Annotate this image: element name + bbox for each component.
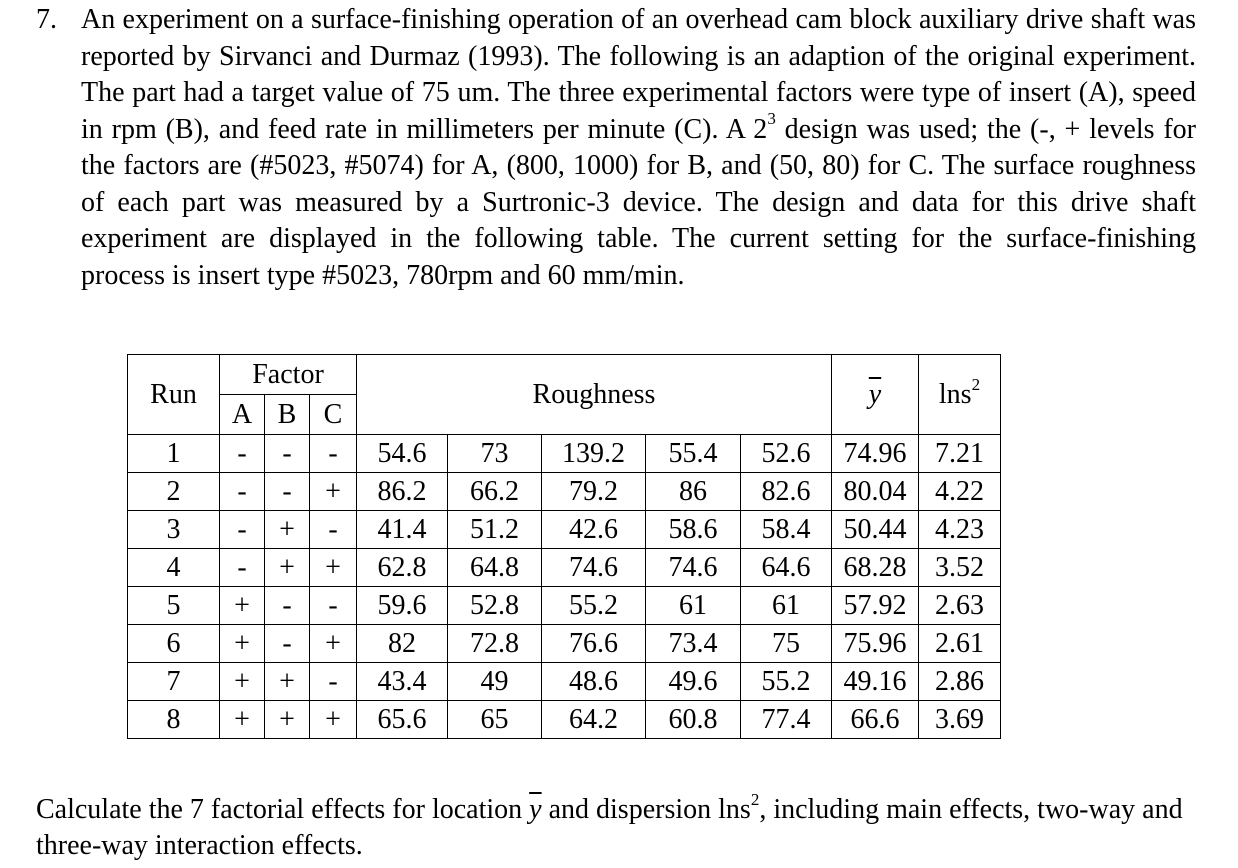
factor-c-cell: + bbox=[310, 473, 357, 511]
run-cell: 3 bbox=[128, 511, 220, 549]
table-row bbox=[128, 511, 1001, 549]
header-b: B bbox=[265, 395, 310, 435]
roughness-cell: 41.4 bbox=[357, 511, 448, 549]
problem-text-part-2: design was used; the (-, + levels for the factors are (#5023, #5074) for A, (800, 1000) for B, and (50, 80) for C. The surface roughness of each part was measured by a Surtronic-3 device. The design and data for this drive shaft experiment are displayed in the following table. The current setting for the surface-finishing process is insert type #5023, 780rpm and 60 mm/min. bbox=[81, 113, 1197, 291]
question-part-3: , including main effects, two-way and three-way interaction effects. bbox=[36, 794, 1183, 861]
roughness-cell: 42.6 bbox=[542, 511, 646, 549]
roughness-cell: 77.4 bbox=[741, 701, 832, 739]
factor-a-cell: - bbox=[220, 473, 265, 511]
problem-paragraph bbox=[81, 2, 1196, 294]
lns2-cell: 4.23 bbox=[919, 511, 1001, 549]
roughness-cell: 58.6 bbox=[646, 511, 741, 549]
roughness-cell: 72.8 bbox=[448, 625, 542, 663]
roughness-cell: 60.8 bbox=[646, 701, 741, 739]
lns2-cell: 3.52 bbox=[919, 549, 1001, 587]
run-cell: 7 bbox=[128, 663, 220, 701]
factor-a-cell: - bbox=[220, 549, 265, 587]
lns2-cell: 2.61 bbox=[919, 625, 1001, 663]
roughness-cell: 62.8 bbox=[357, 549, 448, 587]
problem-number: 7. bbox=[36, 4, 57, 35]
lns-superscript: 2 bbox=[971, 374, 981, 394]
roughness-cell: 52.6 bbox=[741, 435, 832, 473]
run-cell: 8 bbox=[128, 701, 220, 739]
roughness-cell: 74.6 bbox=[542, 549, 646, 587]
roughness-cell: 64.2 bbox=[542, 701, 646, 739]
roughness-cell: 66.2 bbox=[448, 473, 542, 511]
roughness-cell: 75 bbox=[741, 625, 832, 663]
roughness-cell: 61 bbox=[741, 587, 832, 625]
table-row bbox=[128, 549, 1001, 587]
lns-label: lns bbox=[938, 379, 972, 410]
header-factor: Factor bbox=[220, 355, 357, 395]
roughness-cell: 79.2 bbox=[542, 473, 646, 511]
ybar-cell: 80.04 bbox=[832, 473, 919, 511]
factor-b-cell: + bbox=[265, 663, 310, 701]
factor-a-cell: + bbox=[220, 625, 265, 663]
roughness-cell: 74.6 bbox=[646, 549, 741, 587]
table-row bbox=[128, 663, 1001, 701]
problem-text-part-1: An experiment on a surface-finishing operation of an overhead cam block auxiliary drive shaft was reported by Sirvanci and Durmaz (1993). The following is an adaption of the original experiment. The part had a target value of 75 um. The three experimental factors were type of insert (A), speed in rpm (B), and feed rate in millimeters per minute (C). A 2 bbox=[81, 4, 1196, 145]
roughness-cell: 64.6 bbox=[741, 549, 832, 587]
factor-a-cell: + bbox=[220, 701, 265, 739]
factor-b-cell: - bbox=[265, 587, 310, 625]
run-cell: 4 bbox=[128, 549, 220, 587]
roughness-cell: 139.2 bbox=[542, 435, 646, 473]
ybar-cell: 49.16 bbox=[832, 663, 919, 701]
lns2-cell: 2.86 bbox=[919, 663, 1001, 701]
roughness-cell: 49 bbox=[448, 663, 542, 701]
factor-b-cell: + bbox=[265, 549, 310, 587]
factor-b-cell: + bbox=[265, 701, 310, 739]
table-row bbox=[128, 625, 1001, 663]
factor-c-cell: - bbox=[310, 663, 357, 701]
factor-b-cell: - bbox=[265, 625, 310, 663]
ybar-cell: 50.44 bbox=[832, 511, 919, 549]
problem-superscript: 3 bbox=[767, 109, 776, 129]
roughness-cell: 55.4 bbox=[646, 435, 741, 473]
design-data-table bbox=[127, 354, 1001, 739]
roughness-cell: 82 bbox=[357, 625, 448, 663]
roughness-cell: 82.6 bbox=[741, 473, 832, 511]
ybar-cell: 75.96 bbox=[832, 625, 919, 663]
ybar-symbol: $\overline{y}$ bbox=[868, 379, 882, 410]
ybar-cell: 68.28 bbox=[832, 549, 919, 587]
ybar-cell: 74.96 bbox=[832, 435, 919, 473]
problem-statement bbox=[36, 2, 1196, 294]
run-cell: 1 bbox=[128, 435, 220, 473]
lns2-cell: 2.63 bbox=[919, 587, 1001, 625]
factor-b-cell: - bbox=[265, 473, 310, 511]
table-row bbox=[128, 701, 1001, 739]
lns2-cell: 3.69 bbox=[919, 701, 1001, 739]
factor-c-cell: - bbox=[310, 435, 357, 473]
header-run: Run bbox=[128, 355, 220, 435]
roughness-cell: 86.2 bbox=[357, 473, 448, 511]
roughness-cell: 51.2 bbox=[448, 511, 542, 549]
table-row bbox=[128, 473, 1001, 511]
run-cell: 2 bbox=[128, 473, 220, 511]
question-superscript: 2 bbox=[750, 789, 760, 809]
roughness-cell: 58.4 bbox=[741, 511, 832, 549]
factor-a-cell: + bbox=[220, 663, 265, 701]
roughness-cell: 59.6 bbox=[357, 587, 448, 625]
table-row bbox=[128, 435, 1001, 473]
header-c: C bbox=[310, 395, 357, 435]
ybar-cell: 66.6 bbox=[832, 701, 919, 739]
roughness-cell: 52.8 bbox=[448, 587, 542, 625]
header-ybar bbox=[832, 355, 919, 435]
roughness-cell: 43.4 bbox=[357, 663, 448, 701]
header-lns2 bbox=[919, 355, 1001, 435]
header-roughness: Roughness bbox=[357, 355, 832, 435]
run-cell: 5 bbox=[128, 587, 220, 625]
roughness-cell: 73.4 bbox=[646, 625, 741, 663]
roughness-cell: 55.2 bbox=[542, 587, 646, 625]
question-part-2: and dispersion lns bbox=[541, 794, 751, 825]
header-row-1 bbox=[128, 355, 1001, 395]
roughness-cell: 49.6 bbox=[646, 663, 741, 701]
roughness-cell: 55.2 bbox=[741, 663, 832, 701]
run-cell: 6 bbox=[128, 625, 220, 663]
factor-a-cell: - bbox=[220, 435, 265, 473]
table-row bbox=[128, 587, 1001, 625]
table-body bbox=[128, 355, 1001, 739]
lns2-cell: 7.21 bbox=[919, 435, 1001, 473]
roughness-cell: 48.6 bbox=[542, 663, 646, 701]
factor-c-cell: - bbox=[310, 511, 357, 549]
roughness-cell: 65.6 bbox=[357, 701, 448, 739]
roughness-cell: 64.8 bbox=[448, 549, 542, 587]
question-text bbox=[36, 789, 1206, 864]
factor-a-cell: - bbox=[220, 511, 265, 549]
factor-b-cell: - bbox=[265, 435, 310, 473]
factor-c-cell: + bbox=[310, 549, 357, 587]
roughness-cell: 54.6 bbox=[357, 435, 448, 473]
header-a: A bbox=[220, 395, 265, 435]
roughness-cell: 73 bbox=[448, 435, 542, 473]
factor-c-cell: - bbox=[310, 587, 357, 625]
roughness-cell: 61 bbox=[646, 587, 741, 625]
factor-a-cell: + bbox=[220, 587, 265, 625]
factor-c-cell: + bbox=[310, 625, 357, 663]
ybar-symbol: $\overline{y}$ bbox=[529, 794, 542, 825]
factor-b-cell: + bbox=[265, 511, 310, 549]
roughness-cell: 86 bbox=[646, 473, 741, 511]
roughness-cell: 65 bbox=[448, 701, 542, 739]
lns2-cell: 4.22 bbox=[919, 473, 1001, 511]
question-part-1: Calculate the 7 factorial effects for location bbox=[36, 794, 530, 825]
factor-c-cell: + bbox=[310, 701, 357, 739]
ybar-cell: 57.92 bbox=[832, 587, 919, 625]
roughness-cell: 76.6 bbox=[542, 625, 646, 663]
